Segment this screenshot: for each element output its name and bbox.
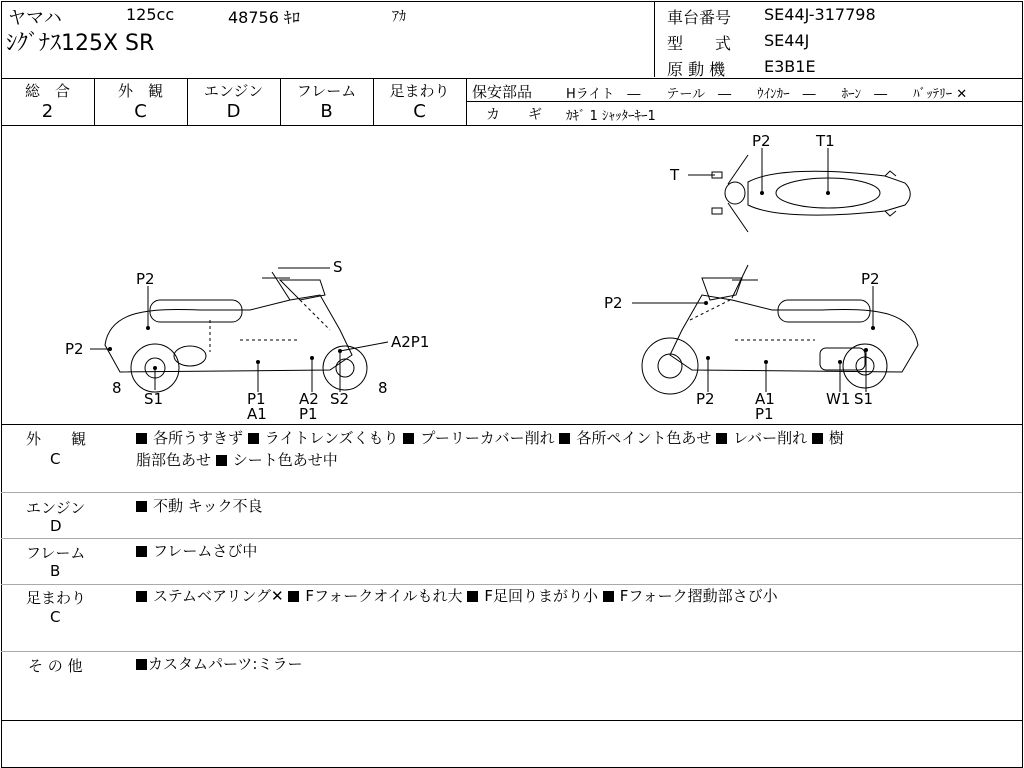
label: P2 [65, 340, 84, 358]
color: ｱｶ [392, 9, 406, 25]
label: T1 [816, 132, 835, 150]
mirrors [712, 172, 722, 214]
remark-label-exterior: 外 観 [26, 430, 87, 448]
seat [150, 300, 242, 322]
label: P2 [136, 270, 155, 288]
type-label: 型 式 [667, 34, 732, 53]
remark-label-suspension: 足まわり [26, 589, 87, 607]
engine-grade-label: エンジン [203, 82, 264, 100]
remark-label-other: そ の 他 [28, 657, 83, 675]
body [670, 295, 918, 372]
label: P1 [755, 405, 774, 423]
remark-grade-exterior: C [50, 450, 61, 468]
label: S1 [854, 390, 874, 408]
label: A2 [299, 390, 319, 408]
label: P2 [752, 132, 771, 150]
damage-dots [108, 191, 875, 370]
total-grade: 2 [41, 101, 54, 122]
headset [280, 280, 325, 300]
frame-no: SE44J-317798 [764, 5, 876, 24]
divider [1, 651, 1022, 652]
total-label: 総 合 [24, 82, 70, 100]
engine-value: E3B1E [764, 57, 816, 76]
label: P1 [247, 390, 266, 408]
frame-grade: B [320, 101, 333, 122]
suspension-grade: C [413, 101, 426, 122]
model-name: ｼｸﾞﾅｽ125X SR [6, 31, 155, 56]
mileage: 48756 ｷﾛ [228, 8, 300, 27]
muffler [174, 346, 206, 366]
divider [1, 720, 1022, 721]
condition-diagram [0, 125, 1024, 425]
remark-label-engine: エンジン [26, 499, 86, 517]
label: P1 [299, 405, 318, 423]
label: P2 [861, 270, 880, 288]
safety-items: Hライト ― テール ― ｳｲﾝｶｰ ― ﾎｰﾝ ― ﾊﾞｯﾃﾘｰ ✕ [566, 87, 968, 102]
label: A1 [247, 405, 267, 423]
label: 8 [378, 379, 388, 397]
maker: ヤマハ [8, 8, 62, 29]
label: W1 [826, 390, 851, 408]
panel-lines [210, 300, 330, 352]
front-wheel [642, 338, 698, 394]
label: S2 [330, 390, 350, 408]
label: A1 [755, 390, 775, 408]
engine-label: 原 動 機 [667, 60, 726, 79]
frame-grade-label: フレーム [296, 82, 357, 100]
headlight [725, 182, 745, 204]
type-value: SE44J [764, 31, 810, 50]
divider [1, 538, 1022, 539]
label: 8 [112, 379, 122, 397]
label: S1 [144, 390, 164, 408]
exterior-grade: C [134, 101, 147, 122]
handlebar [732, 265, 758, 298]
divider [1, 424, 1022, 425]
front-hub [336, 359, 354, 377]
header-divider [654, 1, 655, 77]
frame-no-label: 車台番号 [667, 8, 732, 27]
scooter-left-view [105, 272, 367, 392]
key-label: カ ギ [486, 107, 542, 123]
remark-other-items: カスタムパーツ:ミラー [136, 653, 302, 675]
label: A2P1 [391, 333, 430, 351]
remark-exterior-items: 各所うすきず ライトレンズくもり プーリーカバー削れ 各所ペイント色あせ レバー削れ 樹 脂部色あせ シート色あせ中 [136, 429, 844, 469]
leader-lines [90, 148, 873, 392]
remark-grade-frame: B [50, 562, 61, 580]
safety-label: 保安部品 [472, 83, 533, 101]
key-value: ｶｷﾞ 1 ｼｬｯﾀｰｷｰ1 [566, 109, 656, 124]
scooter-top-view [712, 155, 910, 232]
divider [1, 492, 1022, 493]
label: S [333, 258, 343, 276]
engine-case [820, 348, 865, 370]
suspension-grade-label: 足まわり [389, 82, 450, 100]
remark-frame-items: フレームさび中 [136, 540, 257, 562]
remark-label-frame: フレーム [26, 544, 86, 562]
divider [1, 78, 1022, 79]
exterior-label: 外 観 [117, 82, 163, 100]
label: T [670, 166, 680, 184]
remark-suspension-items: ステムベアリング✕ Fフォークオイルもれ大 F足回りまがり小 Fフォーク摺動部さび小 [136, 585, 778, 607]
front-wheel [323, 346, 367, 390]
engine-grade: D [226, 101, 241, 122]
remark-grade-suspension: C [50, 608, 61, 626]
seat [778, 300, 870, 322]
body [105, 295, 352, 372]
remark-grade-engine: D [50, 517, 62, 535]
displacement: 125cc [126, 5, 175, 24]
panel-lines [690, 300, 815, 340]
diagram-labels [65, 132, 880, 423]
remark-engine-items: 不動 キック不良 [136, 495, 262, 517]
label: P2 [604, 294, 623, 312]
front-hub [658, 354, 682, 378]
label: P2 [696, 390, 715, 408]
